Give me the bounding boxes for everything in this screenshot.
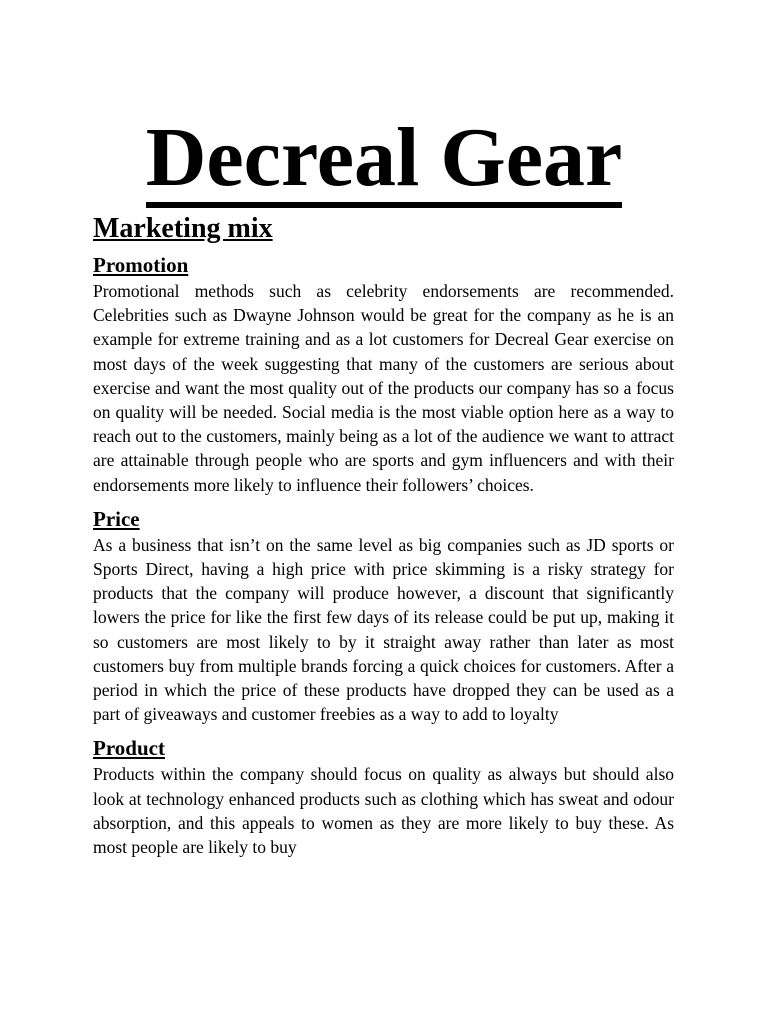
document-title-text: Decreal Gear	[146, 116, 623, 208]
paragraph-price: As a business that isn’t on the same level as big companies such as JD sports or Sports Direct, having a high price with price skimming is a risky strategy for products that the company will produce however, a discount that significantly lowers the price for like the first few days of its release could be put up, making it so customers are most likely to by it straight away rather than later as most customers buy from multiple brands forcing a quick choices for customers. After a period in which the price of these products have dropped they can be used as a part of giveaways and customer freebies as a way to add to loyalty	[93, 534, 674, 725]
subheading-promotion: Promotion	[93, 253, 189, 277]
document-title	[0, 110, 768, 208]
section-heading-marketing-mix: Marketing mix	[93, 213, 273, 244]
section-gap	[93, 497, 674, 505]
section-gap	[93, 726, 674, 734]
paragraph-product: Products within the company should focus on quality as always but should also look at technology enhanced products such as clothing which has sweat and odour absorption, and this appeals to women as they are more likely to buy these. As most people are likely to buy	[93, 764, 674, 858]
document-body	[93, 211, 674, 859]
subheading-product: Product	[93, 736, 165, 761]
paragraph-promotion: Promotional methods such as celebrity endorsements are recommended. Celebrities such as Dwayne Johnson would be great for the company as he is an example for extreme training and as a lot customers for Decreal Gear exercise on most days of the week suggesting that many of the customers are serious about exercise and want the most quality out of the products our company has so a focus on quality will be needed. Social media is the most viable option here as a way to reach out to the customers, mainly being as a lot of the audience we want to attract are attainable through people who are sports and gym influencers and with their endorsements more likely to influence their followers’ choices.	[93, 281, 674, 495]
subheading-price: Price	[93, 506, 140, 531]
